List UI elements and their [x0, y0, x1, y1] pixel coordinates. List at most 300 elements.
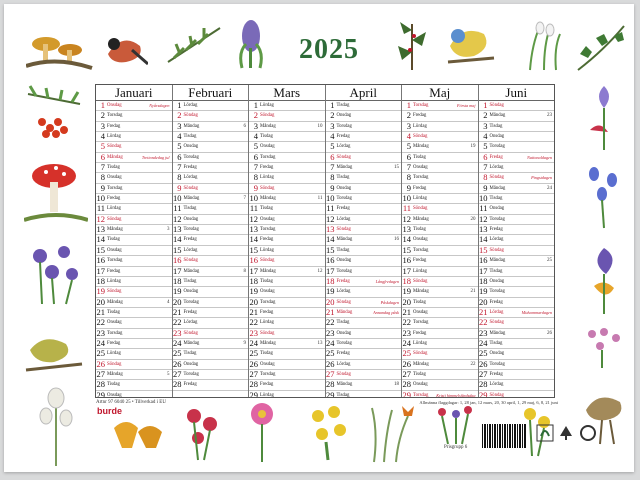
- weekday-name: Söndag: [336, 154, 351, 160]
- weekday-name: Lördag: [260, 392, 274, 397]
- day-number: 1: [406, 101, 411, 110]
- day-number: 6: [483, 152, 488, 162]
- day-number: 25: [173, 349, 182, 359]
- day-row: [402, 256, 478, 266]
- weekday-name: Lördag: [336, 216, 351, 222]
- day-number: 20: [326, 297, 335, 307]
- day-row: [402, 370, 478, 380]
- day-number: 7: [253, 163, 258, 173]
- day-number: 22: [249, 318, 258, 328]
- day-row: [96, 370, 172, 380]
- day-row: [402, 308, 478, 318]
- day-number: 9: [253, 183, 258, 193]
- day-number: 17: [479, 266, 488, 276]
- month-column: [96, 85, 173, 397]
- day-number: 18: [173, 276, 182, 286]
- month-column: [326, 85, 403, 397]
- day-row: [402, 173, 478, 183]
- day-number: 11: [249, 204, 258, 214]
- week-number: 11: [317, 196, 323, 202]
- day-row: [326, 277, 402, 287]
- day-row: [173, 163, 249, 173]
- day-row: [173, 194, 249, 204]
- day-row: [402, 235, 478, 245]
- day-row: [479, 298, 555, 308]
- day-number: 23: [326, 328, 335, 338]
- weekday-name: Torsdag: [336, 268, 352, 274]
- day-number: 18: [96, 276, 105, 286]
- day-number: 23: [249, 328, 258, 338]
- weekday-name: Lördag: [489, 237, 504, 243]
- day-row: [173, 360, 249, 370]
- weekday-name: Onsdag: [336, 330, 352, 336]
- day-number: 5: [177, 142, 182, 152]
- day-row: [326, 298, 402, 308]
- day-row: [402, 360, 478, 370]
- day-number: 11: [96, 204, 105, 214]
- day-row: [249, 267, 325, 277]
- weekday-name: Onsdag: [489, 206, 505, 212]
- day-row: [173, 204, 249, 214]
- weekday-name: Torsdag: [260, 227, 276, 233]
- month-column: [173, 85, 250, 397]
- weekday-name: Tisdag: [260, 278, 273, 284]
- day-row: [326, 287, 402, 297]
- day-row: [96, 329, 172, 339]
- weekday-name: Torsdag: [260, 371, 276, 377]
- week-number: 25: [547, 258, 552, 264]
- weekday-name: Söndag: [107, 361, 122, 367]
- day-number: 27: [173, 369, 182, 379]
- weekday-name: Lördag: [183, 320, 198, 326]
- weekday-name: Fredag: [413, 258, 427, 264]
- day-row: [326, 173, 402, 183]
- calendar-page: [4, 4, 634, 472]
- day-number: 16: [402, 256, 411, 266]
- day-number: 28: [326, 380, 335, 390]
- day-number: 5: [330, 142, 335, 152]
- day-row: [96, 184, 172, 194]
- day-row: [479, 380, 555, 390]
- weekday-name: Lördag: [260, 175, 274, 181]
- day-row: [249, 349, 325, 359]
- weekday-name: Måndag: [336, 237, 353, 243]
- day-row: [479, 391, 555, 397]
- week-number: 19: [470, 144, 476, 150]
- weekday-name: Tisdag: [183, 278, 197, 284]
- day-number: 14: [326, 235, 335, 245]
- day-number: 16: [96, 256, 105, 266]
- day-number: 20: [479, 297, 488, 307]
- day-number: 23: [173, 328, 182, 338]
- day-number: 24: [479, 338, 488, 348]
- weekday-name: Måndag: [413, 216, 429, 222]
- weekday-name: Onsdag: [336, 258, 352, 264]
- weekday-name: Lördag: [489, 309, 504, 315]
- day-row: [326, 111, 402, 121]
- day-row: [326, 246, 402, 256]
- weekday-name: Fredag: [183, 165, 197, 171]
- weekday-name: Onsdag: [183, 144, 199, 150]
- day-number: 21: [96, 307, 105, 317]
- day-number: 26: [173, 359, 182, 369]
- day-number: 27: [402, 369, 411, 379]
- day-row: [479, 308, 555, 318]
- weekday-name: Onsdag: [489, 351, 505, 357]
- day-row: [479, 111, 555, 121]
- month-name: Maj: [402, 85, 478, 101]
- day-row: [249, 246, 325, 256]
- week-number: 10: [317, 123, 323, 129]
- weekday-name: Söndag: [260, 185, 275, 191]
- weekday-name: Söndag: [336, 227, 351, 233]
- weekday-name: Torsdag: [183, 371, 199, 377]
- weekday-name: Tisdag: [489, 340, 503, 346]
- weekday-name: Lördag: [413, 340, 427, 346]
- day-row: [402, 225, 478, 235]
- holiday-note: Trettondedag jul: [141, 154, 170, 160]
- day-row: [173, 153, 249, 163]
- day-number: 19: [249, 287, 258, 297]
- holiday-note: Första maj: [457, 103, 476, 108]
- weekday-name: Söndag: [336, 371, 351, 377]
- day-number: 11: [479, 204, 488, 214]
- day-number: 4: [330, 132, 335, 142]
- day-row: [402, 184, 478, 194]
- day-row: [249, 163, 325, 173]
- week-number: 15: [394, 165, 399, 171]
- day-row: [249, 370, 325, 380]
- weekday-name: Tisdag: [413, 227, 426, 233]
- day-number: 23: [96, 328, 105, 338]
- day-number: 20: [249, 297, 258, 307]
- day-row: [249, 132, 325, 142]
- day-row: [249, 380, 325, 390]
- day-row: [479, 122, 555, 132]
- weekday-name: Onsdag: [107, 103, 122, 108]
- day-row: [173, 380, 249, 390]
- day-row: [402, 194, 478, 204]
- day-number: 12: [249, 214, 258, 224]
- day-number: 22: [326, 318, 335, 328]
- day-row: [96, 267, 172, 277]
- weekday-name: Söndag: [260, 258, 275, 264]
- day-row: [326, 308, 402, 318]
- day-row: [249, 318, 325, 328]
- day-number: 9: [100, 183, 105, 193]
- day-number: 11: [173, 204, 182, 214]
- day-number: 19: [402, 287, 411, 297]
- calendar-year-title: 2025: [299, 34, 359, 65]
- weekday-name: Onsdag: [336, 185, 352, 191]
- day-row: [249, 308, 325, 318]
- day-row: [402, 215, 478, 225]
- weekday-name: Måndag: [107, 299, 123, 305]
- day-row: [249, 225, 325, 235]
- day-number: 17: [96, 266, 105, 276]
- day-row: [249, 204, 325, 214]
- holiday-note: Pingstdagen: [531, 175, 552, 181]
- week-number: 4: [167, 299, 170, 305]
- hyacinth-illustration: [236, 18, 266, 70]
- week-number: 12: [317, 268, 323, 274]
- weekday-name: Lördag: [260, 103, 274, 108]
- day-row: [249, 194, 325, 204]
- day-number: 13: [402, 225, 411, 235]
- day-row: [249, 277, 325, 287]
- weekday-name: Onsdag: [413, 165, 428, 171]
- day-number: 19: [96, 287, 105, 297]
- day-row: [326, 235, 402, 245]
- bullfinch-illustration: [102, 24, 148, 70]
- day-number: 24: [326, 338, 335, 348]
- holiday-note: Nationaldagen: [527, 154, 552, 160]
- flag-days-note: Allmänna flaggdagar: 1, 28 jan, 12 mars, 20, 30 april, 1, 29 maj, 6, 8, 21 juni: [419, 400, 558, 405]
- day-row: [479, 173, 555, 183]
- weekday-name: Måndag: [260, 268, 276, 274]
- weekday-name: Söndag: [489, 247, 504, 253]
- weekday-name: Tisdag: [336, 320, 350, 326]
- day-row: [402, 298, 478, 308]
- weekday-name: Söndag: [107, 289, 122, 295]
- day-row: [173, 277, 249, 287]
- weekday-name: Söndag: [183, 185, 198, 191]
- weekday-name: Måndag: [107, 154, 123, 160]
- day-row: [173, 142, 249, 152]
- weekday-name: Tisdag: [336, 392, 350, 397]
- weekday-name: Söndag: [336, 299, 351, 305]
- day-number: 9: [406, 183, 411, 193]
- day-number: 1: [330, 101, 335, 110]
- day-row: [479, 215, 555, 225]
- weekday-name: Torsdag: [336, 340, 352, 346]
- day-number: 2: [330, 111, 335, 121]
- day-row: [96, 246, 172, 256]
- day-number: 21: [479, 307, 488, 317]
- weekday-name: Måndag: [107, 371, 123, 377]
- weekday-name: Torsdag: [489, 361, 505, 367]
- day-row: [326, 215, 402, 225]
- weekday-name: Måndag: [107, 227, 123, 233]
- meadow-flowers-illustration: [432, 402, 480, 446]
- day-row: [96, 173, 172, 183]
- day-row: [96, 215, 172, 225]
- day-number: 29: [402, 390, 411, 397]
- day-row: [479, 277, 555, 287]
- day-number: 2: [177, 111, 182, 121]
- week-number: 22: [470, 361, 476, 367]
- day-number: 14: [479, 235, 488, 245]
- day-row: [173, 246, 249, 256]
- day-number: 24: [249, 338, 258, 348]
- day-number: 8: [100, 173, 105, 183]
- weekday-name: Måndag: [183, 268, 200, 274]
- calendar-grid: [95, 84, 555, 398]
- day-row: [173, 349, 249, 359]
- day-row: [326, 122, 402, 132]
- burde-logo: burde: [97, 406, 123, 416]
- holly-illustration: [392, 16, 432, 72]
- day-row: [479, 246, 555, 256]
- day-number: 21: [402, 307, 411, 317]
- day-row: [173, 101, 249, 111]
- day-number: 8: [253, 173, 258, 183]
- day-row: [96, 225, 172, 235]
- day-row: [96, 277, 172, 287]
- day-number: 5: [253, 142, 258, 152]
- day-number: 5: [406, 142, 411, 152]
- day-number: 26: [402, 359, 411, 369]
- day-number: 3: [406, 121, 411, 131]
- day-number: 1: [483, 101, 488, 110]
- day-row: [249, 298, 325, 308]
- month-name: Januari: [96, 85, 172, 101]
- eco-certificate-icon: [536, 424, 554, 442]
- day-row: [173, 173, 249, 183]
- weekday-name: Onsdag: [413, 382, 428, 388]
- week-number: 7: [243, 196, 246, 202]
- day-number: 22: [96, 318, 105, 328]
- day-row: [96, 122, 172, 132]
- day-number: 15: [326, 245, 335, 255]
- day-row: [249, 339, 325, 349]
- weekday-name: Måndag: [489, 185, 506, 191]
- day-number: 28: [479, 380, 488, 390]
- day-number: 7: [483, 163, 488, 173]
- weekday-name: Söndag: [183, 330, 198, 336]
- day-row: [479, 194, 555, 204]
- day-number: 5: [100, 142, 105, 152]
- weekday-name: Måndag: [413, 361, 429, 367]
- day-row: [326, 153, 402, 163]
- day-number: 18: [326, 276, 335, 286]
- day-number: 10: [479, 194, 488, 204]
- holiday-note: Midsommardagen: [521, 309, 552, 315]
- day-row: [479, 256, 555, 266]
- weekday-name: Lördag: [489, 382, 504, 388]
- day-row: [479, 267, 555, 277]
- day-number: 12: [96, 214, 105, 224]
- day-number: 28: [402, 380, 411, 390]
- day-number: 20: [173, 297, 182, 307]
- week-number: 3: [167, 227, 170, 233]
- weekday-name: Måndag: [183, 123, 200, 129]
- weekday-name: Tisdag: [336, 247, 350, 253]
- weekday-name: Onsdag: [107, 175, 122, 181]
- day-number: 4: [100, 132, 105, 142]
- day-row: [249, 391, 325, 397]
- day-row: [173, 122, 249, 132]
- day-row: [479, 329, 555, 339]
- day-row: [402, 204, 478, 214]
- weekday-name: Söndag: [107, 144, 122, 150]
- day-number: 20: [402, 297, 411, 307]
- article-number: Artnr 97 6040 25 • Tillverkad i EU: [96, 400, 166, 405]
- weekday-name: Måndag: [260, 196, 276, 202]
- weekday-name: Onsdag: [260, 144, 275, 150]
- day-row: [96, 204, 172, 214]
- day-row: [249, 215, 325, 225]
- day-number: 18: [479, 276, 488, 286]
- day-number: 2: [100, 111, 105, 121]
- weekday-name: Måndag: [260, 123, 276, 129]
- day-number: 28: [249, 380, 258, 390]
- day-number: 7: [177, 163, 182, 173]
- day-number: 6: [330, 152, 335, 162]
- price-group: Prisgrupp 6: [444, 445, 468, 450]
- day-number: 6: [253, 152, 258, 162]
- weekday-name: Torsdag: [489, 144, 505, 150]
- yellow-flowers-illustration: [306, 402, 352, 462]
- day-number: 11: [326, 204, 335, 214]
- weekday-name: Fredag: [260, 165, 274, 171]
- day-row: [249, 122, 325, 132]
- weekday-name: Söndag: [107, 216, 122, 222]
- day-row: [326, 370, 402, 380]
- week-number: 9: [243, 340, 246, 346]
- day-row: [249, 173, 325, 183]
- day-row: [249, 256, 325, 266]
- weekday-name: Tisdag: [107, 382, 120, 388]
- day-number: 9: [483, 183, 488, 193]
- weekday-name: Lördag: [489, 165, 504, 171]
- day-number: 12: [326, 214, 335, 224]
- day-row: [96, 308, 172, 318]
- day-number: 7: [100, 163, 105, 173]
- weekday-name: Onsdag: [183, 216, 199, 222]
- day-number: 13: [249, 225, 258, 235]
- day-number: 7: [330, 163, 335, 173]
- day-row: [173, 184, 249, 194]
- weekday-name: Söndag: [489, 103, 504, 108]
- day-row: [173, 339, 249, 349]
- month-name: Mars: [249, 85, 325, 101]
- day-row: [402, 153, 478, 163]
- day-row: [402, 122, 478, 132]
- day-row: [96, 287, 172, 297]
- holiday-note: Nyårsdagen: [149, 103, 170, 108]
- week-number: 20: [470, 216, 476, 222]
- weekday-name: Tisdag: [413, 371, 426, 377]
- aster-illustration: [244, 400, 280, 464]
- day-number: 6: [100, 152, 105, 162]
- day-row: [402, 287, 478, 297]
- day-row: [402, 246, 478, 256]
- day-number: 8: [330, 173, 335, 183]
- weekday-name: Fredag: [413, 330, 427, 336]
- weekday-name: Lördag: [107, 206, 121, 212]
- weekday-name: Tisdag: [489, 123, 503, 129]
- day-number: 4: [253, 132, 258, 142]
- day-number: 23: [402, 328, 411, 338]
- weekday-name: Lördag: [260, 320, 274, 326]
- weekday-name: Fredag: [260, 382, 274, 388]
- day-number: 17: [173, 266, 182, 276]
- day-number: 29: [96, 390, 105, 397]
- day-number: 14: [96, 235, 105, 245]
- day-row: [479, 101, 555, 111]
- day-number: 7: [406, 163, 411, 173]
- heather-illustration: [578, 322, 630, 370]
- day-number: 25: [479, 349, 488, 359]
- day-row: [173, 370, 249, 380]
- day-row: [326, 132, 402, 142]
- weekday-name: Onsdag: [489, 278, 505, 284]
- weekday-name: Lördag: [336, 361, 351, 367]
- day-row: [326, 101, 402, 111]
- day-row: [479, 235, 555, 245]
- day-number: 14: [173, 235, 182, 245]
